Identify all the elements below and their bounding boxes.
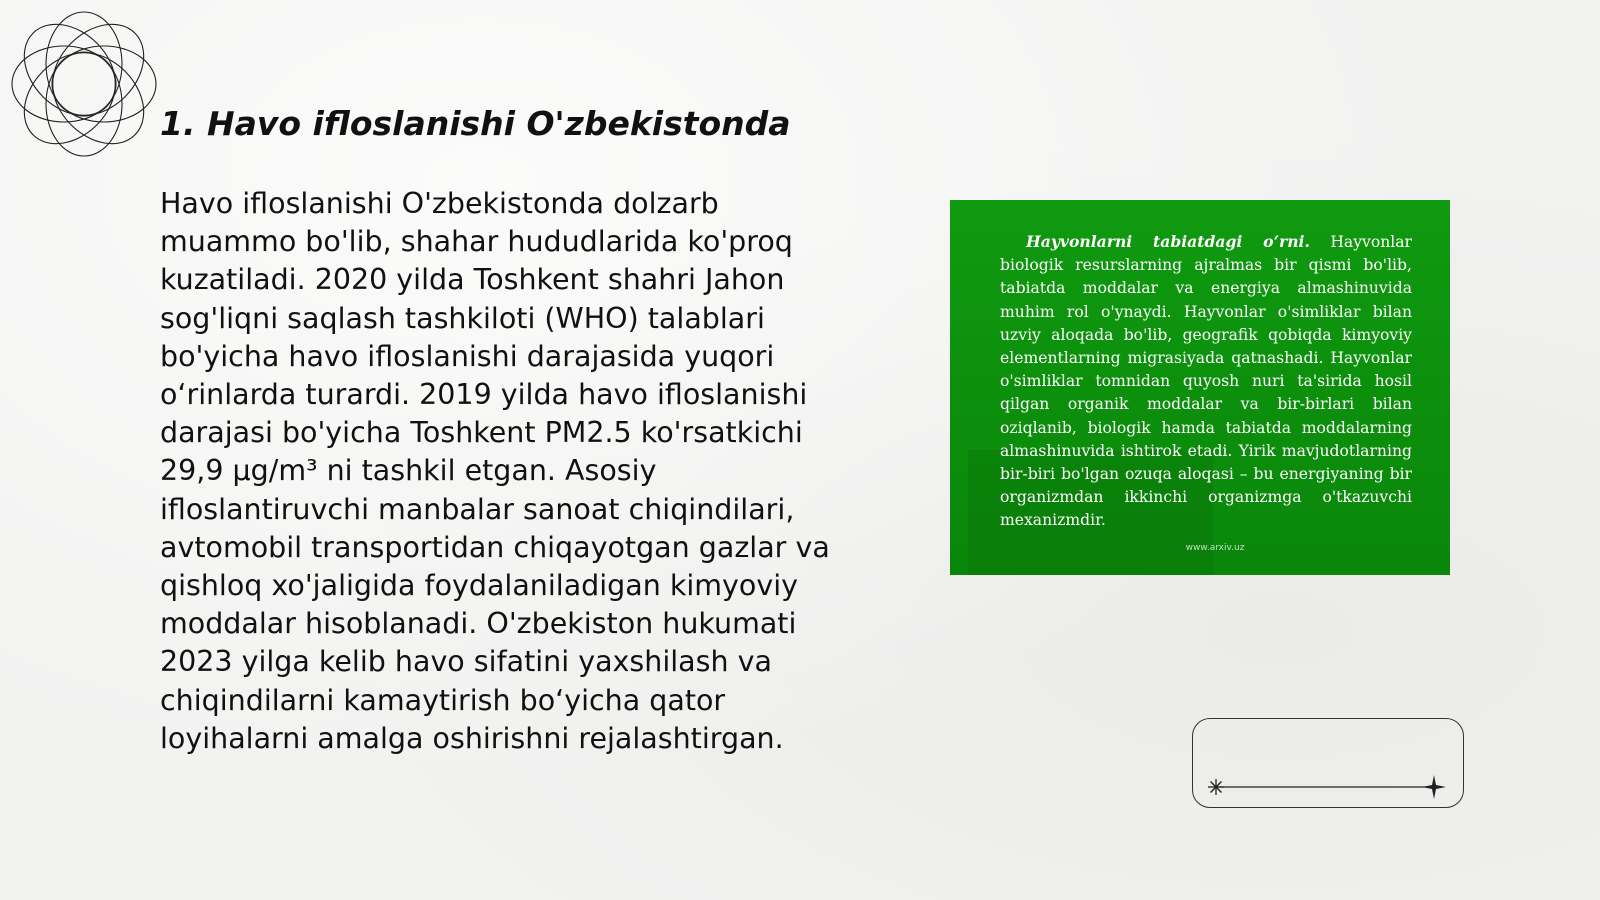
body-paragraph: Havo ifloslanishi O'zbekistonda dolzarb muammo bo'lib, shahar hududlarida ko'proq kuzatiladi. 2020 yilda Toshkent shahri Jahon sog'liqni saqlash tashkiloti (WHO) talablari bo'yicha havo ifloslanishi darajasida yuqori o‘rinlarda turardi. 2019 yilda havo ifloslanishi darajasi bo'yicha Toshkent PM2.5 ko'rsatkichi 29,9 µg/m³ ni tashkil etgan. Asosiy ifloslantiruvchi manbalar sanoat chiqindilari, avtomobil transportidan chiqayotgan gazlar va qishloq xo'jaligida foydalaniladigan kimyoviy moddalar hisoblanadi. O'zbekiston hukumati 2023 yilga kelib havo sifatini yaxshilash va chiqindilarni kamaytirish bo‘yicha qator loyihalarni amalga oshirishni rejalashtirgan. [160, 187, 830, 755]
line-star-decoration [1193, 719, 1465, 809]
sparkle-star-icon [1208, 779, 1224, 795]
line-with-stars-card [1192, 718, 1464, 808]
spirograph-ornament-icon [10, 10, 158, 158]
slide-title: 1. Havo ifloslanishi O'zbekistonda [160, 104, 791, 143]
card-heading: Hayvonlarni tabiatdagi o‘rni. [1026, 232, 1310, 251]
card-watermark: www.arxiv.uz [1185, 543, 1245, 553]
text-image-card [950, 200, 1450, 575]
card-paragraph [1000, 230, 1412, 533]
card-body-text: Hayvonlar biologik resurslarning ajralmas bir qismi bo'lib, tabiatda moddalar va energiya almashinuvida muhim rol o'ynaydi. Hayvonlar o'simliklar bilan uzviy aloqada bo'lib, geografik qobiqda kimyoviy elementlarning migrasiyada qatnashadi. Hayvonlar o'simliklar tomnidan quyosh nuri ta'sirida hosil qilgan organik moddalar va bir-birlari bilan oziqlanib, biologik hamda tabiatda moddalarning almashinuvida ishtirok etadi. Yirik mavjudotlarning bir-biri bo'lgan ozuqa aloqasi – bu energiyaning bir organizmdan ikkinchi organizmga o'tkazuvchi mexanizmdir. [1000, 233, 1412, 530]
four-point-star-icon [1422, 775, 1446, 799]
